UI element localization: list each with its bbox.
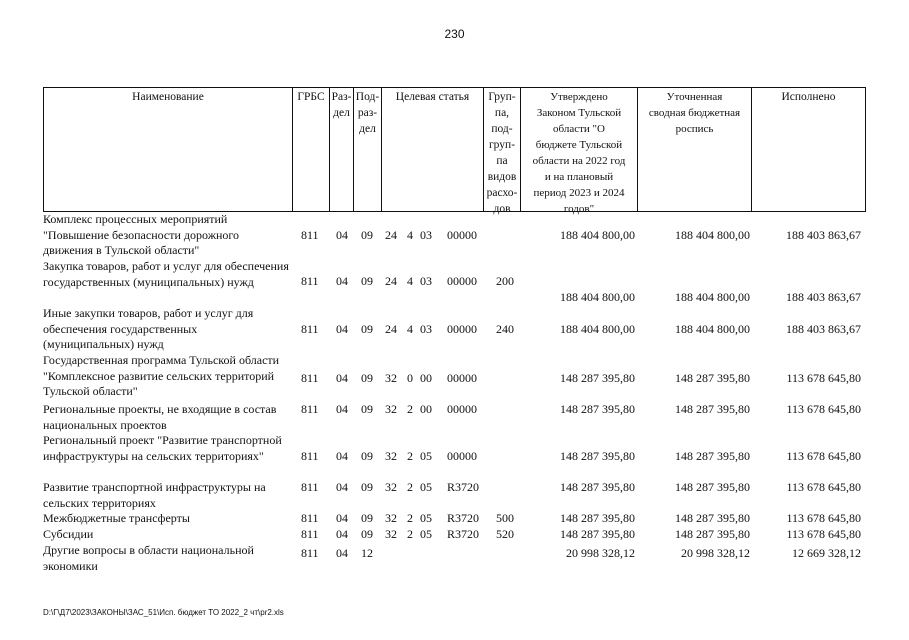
cell-approved: 148 287 395,80 (560, 527, 635, 541)
cell-executed: 188 403 863,67 (786, 322, 861, 336)
cell-t4: 00000 (447, 322, 477, 336)
cell-refined: 20 998 328,12 (681, 546, 750, 560)
cell-executed: 113 678 645,80 (786, 480, 861, 494)
header-grbs: ГРБС (293, 88, 330, 211)
cell-grbs: 811 (301, 371, 319, 385)
row-name: Региональный проект "Развитие транспортной инфраструктуры на сельских территориях" (43, 433, 282, 463)
header-group: Груп- па, под- груп- па видов расхо- дов (484, 88, 521, 211)
cell-rz: 04 (336, 527, 348, 541)
row-name: Государственная программа Тульской области "Комплексное развитие сельских территорий Тульской области" (43, 353, 280, 398)
cell-pr: 09 (361, 371, 373, 385)
cell-t2: 4 (407, 228, 413, 242)
cell-t1: 32 (385, 371, 397, 385)
cell-t2: 2 (407, 527, 413, 541)
header-approved: Утверждено Законом Тульской области "О бюджете Тульской области на 2022 год и на плановый период 2023 и 2024 годов" (521, 88, 638, 211)
cell-t4: 00000 (447, 449, 477, 463)
cell-grbs: 811 (301, 322, 319, 336)
header-name: Наименование (44, 88, 293, 211)
cell-rz: 04 (336, 228, 348, 242)
cell-t2: 4 (407, 274, 413, 288)
cell-executed: 113 678 645,80 (786, 511, 861, 525)
cell-refined: 148 287 395,80 (675, 371, 750, 385)
cell-pr: 09 (361, 228, 373, 242)
row-name: Субсидии (43, 527, 94, 541)
cell-grbs: 811 (301, 228, 319, 242)
cell-t1: 24 (385, 228, 397, 242)
cell-approved: 148 287 395,80 (560, 480, 635, 494)
cell-t2: 2 (407, 449, 413, 463)
cell-vr: 240 (496, 322, 514, 336)
cell-approved: 148 287 395,80 (560, 449, 635, 463)
cell-t1: 32 (385, 480, 397, 494)
row-name: Другие вопросы в области национальной экономики (43, 543, 254, 573)
cell-vr: 520 (496, 527, 514, 541)
cell-t3: 05 (420, 449, 432, 463)
cell-pr: 09 (361, 511, 373, 525)
table-row (43, 353, 866, 402)
table-body (43, 212, 866, 577)
cell-grbs: 811 (301, 546, 319, 560)
page-number: 230 (444, 27, 465, 41)
cell-t1: 32 (385, 449, 397, 463)
cell-pr: 09 (361, 480, 373, 494)
cell-executed: 188 403 863,67 (786, 290, 861, 304)
cell-rz: 04 (336, 402, 348, 416)
cell-t3: 00 (420, 402, 432, 416)
header-target: Целевая статья (382, 88, 484, 211)
cell-t4: R3720 (447, 480, 480, 494)
cell-approved: 148 287 395,80 (560, 371, 635, 385)
cell-pr: 09 (361, 274, 373, 288)
cell-approved: 188 404 800,00 (560, 290, 635, 304)
cell-t1: 24 (385, 274, 397, 288)
cell-refined: 148 287 395,80 (675, 402, 750, 416)
cell-t2: 2 (407, 402, 413, 416)
cell-rz: 04 (336, 480, 348, 494)
table-row (43, 480, 866, 511)
cell-refined: 188 404 800,00 (675, 322, 750, 336)
cell-t4: 00000 (447, 228, 477, 242)
cell-executed: 113 678 645,80 (786, 402, 861, 416)
table-row (43, 543, 866, 577)
cell-t3: 03 (420, 274, 432, 288)
cell-vr: 200 (496, 274, 514, 288)
row-name: Иные закупки товаров, работ и услуг для обеспечения государственных (муниципальных) нужд (43, 306, 254, 351)
cell-executed: 12 669 328,12 (792, 546, 861, 560)
cell-refined: 148 287 395,80 (675, 480, 750, 494)
cell-refined: 148 287 395,80 (675, 527, 750, 541)
cell-t4: R3720 (447, 527, 480, 541)
cell-pr: 09 (361, 322, 373, 336)
cell-approved: 20 998 328,12 (566, 546, 635, 560)
cell-t3: 00 (420, 371, 432, 385)
cell-grbs: 811 (301, 511, 319, 525)
cell-t1: 32 (385, 527, 397, 541)
row-name: Развитие транспортной инфраструктуры на сельских территориях (43, 480, 266, 510)
cell-vr: 500 (496, 511, 514, 525)
cell-grbs: 811 (301, 480, 319, 494)
row-name: Межбюджетные трансферты (43, 511, 190, 525)
cell-rz: 04 (336, 371, 348, 385)
cell-t1: 32 (385, 511, 397, 525)
cell-rz: 04 (336, 274, 348, 288)
cell-refined: 188 404 800,00 (675, 228, 750, 242)
table-row (43, 511, 866, 527)
cell-t4: 00000 (447, 371, 477, 385)
cell-t4: R3720 (447, 511, 480, 525)
cell-refined: 148 287 395,80 (675, 449, 750, 463)
table-row (43, 306, 866, 353)
cell-pr: 12 (361, 546, 373, 560)
cell-t3: 05 (420, 480, 432, 494)
table-row (43, 259, 866, 306)
cell-pr: 09 (361, 402, 373, 416)
cell-t3: 03 (420, 228, 432, 242)
cell-refined: 148 287 395,80 (675, 511, 750, 525)
cell-approved: 148 287 395,80 (560, 511, 635, 525)
cell-t2: 0 (407, 371, 413, 385)
cell-rz: 04 (336, 546, 348, 560)
cell-t1: 32 (385, 402, 397, 416)
cell-t3: 03 (420, 322, 432, 336)
cell-executed: 113 678 645,80 (786, 371, 861, 385)
table-header (43, 87, 866, 215)
file-path: D:\Г\Д7\2023\ЗАКОНЫ\ЗАС_51\Исп. бюджет ТО 2022_2 чт\pr2.xls (43, 608, 284, 617)
cell-rz: 04 (336, 511, 348, 525)
cell-grbs: 811 (301, 527, 319, 541)
table-row (43, 527, 866, 543)
row-name: Комплекс процессных мероприятий "Повышение безопасности дорожного движения в Тульской области" (43, 212, 240, 257)
cell-refined: 188 404 800,00 (675, 290, 750, 304)
cell-grbs: 811 (301, 449, 319, 463)
cell-rz: 04 (336, 322, 348, 336)
cell-t2: 2 (407, 480, 413, 494)
header-razdel: Раз- дел (330, 88, 354, 211)
header-executed: Исполнено (781, 91, 836, 103)
cell-t3: 05 (420, 527, 432, 541)
cell-pr: 09 (361, 527, 373, 541)
cell-approved: 188 404 800,00 (560, 322, 635, 336)
row-name: Региональные проекты, не входящие в состав национальных проектов (43, 402, 277, 432)
table-row (43, 212, 866, 259)
cell-rz: 04 (336, 449, 348, 463)
cell-t2: 2 (407, 511, 413, 525)
cell-approved: 188 404 800,00 (560, 228, 635, 242)
header-refined: Уточненная сводная бюджетная роспись (638, 88, 752, 211)
cell-executed: 113 678 645,80 (786, 449, 861, 463)
cell-pr: 09 (361, 449, 373, 463)
cell-grbs: 811 (301, 274, 319, 288)
row-name: Закупка товаров, работ и услуг для обеспечения государственных (муниципальных) нужд (43, 259, 289, 289)
cell-t2: 4 (407, 322, 413, 336)
cell-t3: 05 (420, 511, 432, 525)
cell-executed: 188 403 863,67 (786, 228, 861, 242)
cell-approved: 148 287 395,80 (560, 402, 635, 416)
table-row (43, 402, 866, 433)
cell-t4: 00000 (447, 274, 477, 288)
table-row (43, 433, 866, 480)
cell-grbs: 811 (301, 402, 319, 416)
cell-executed: 113 678 645,80 (786, 527, 861, 541)
cell-t1: 24 (385, 322, 397, 336)
cell-t4: 00000 (447, 402, 477, 416)
header-podrazdel: Под- раз- дел (354, 88, 382, 211)
